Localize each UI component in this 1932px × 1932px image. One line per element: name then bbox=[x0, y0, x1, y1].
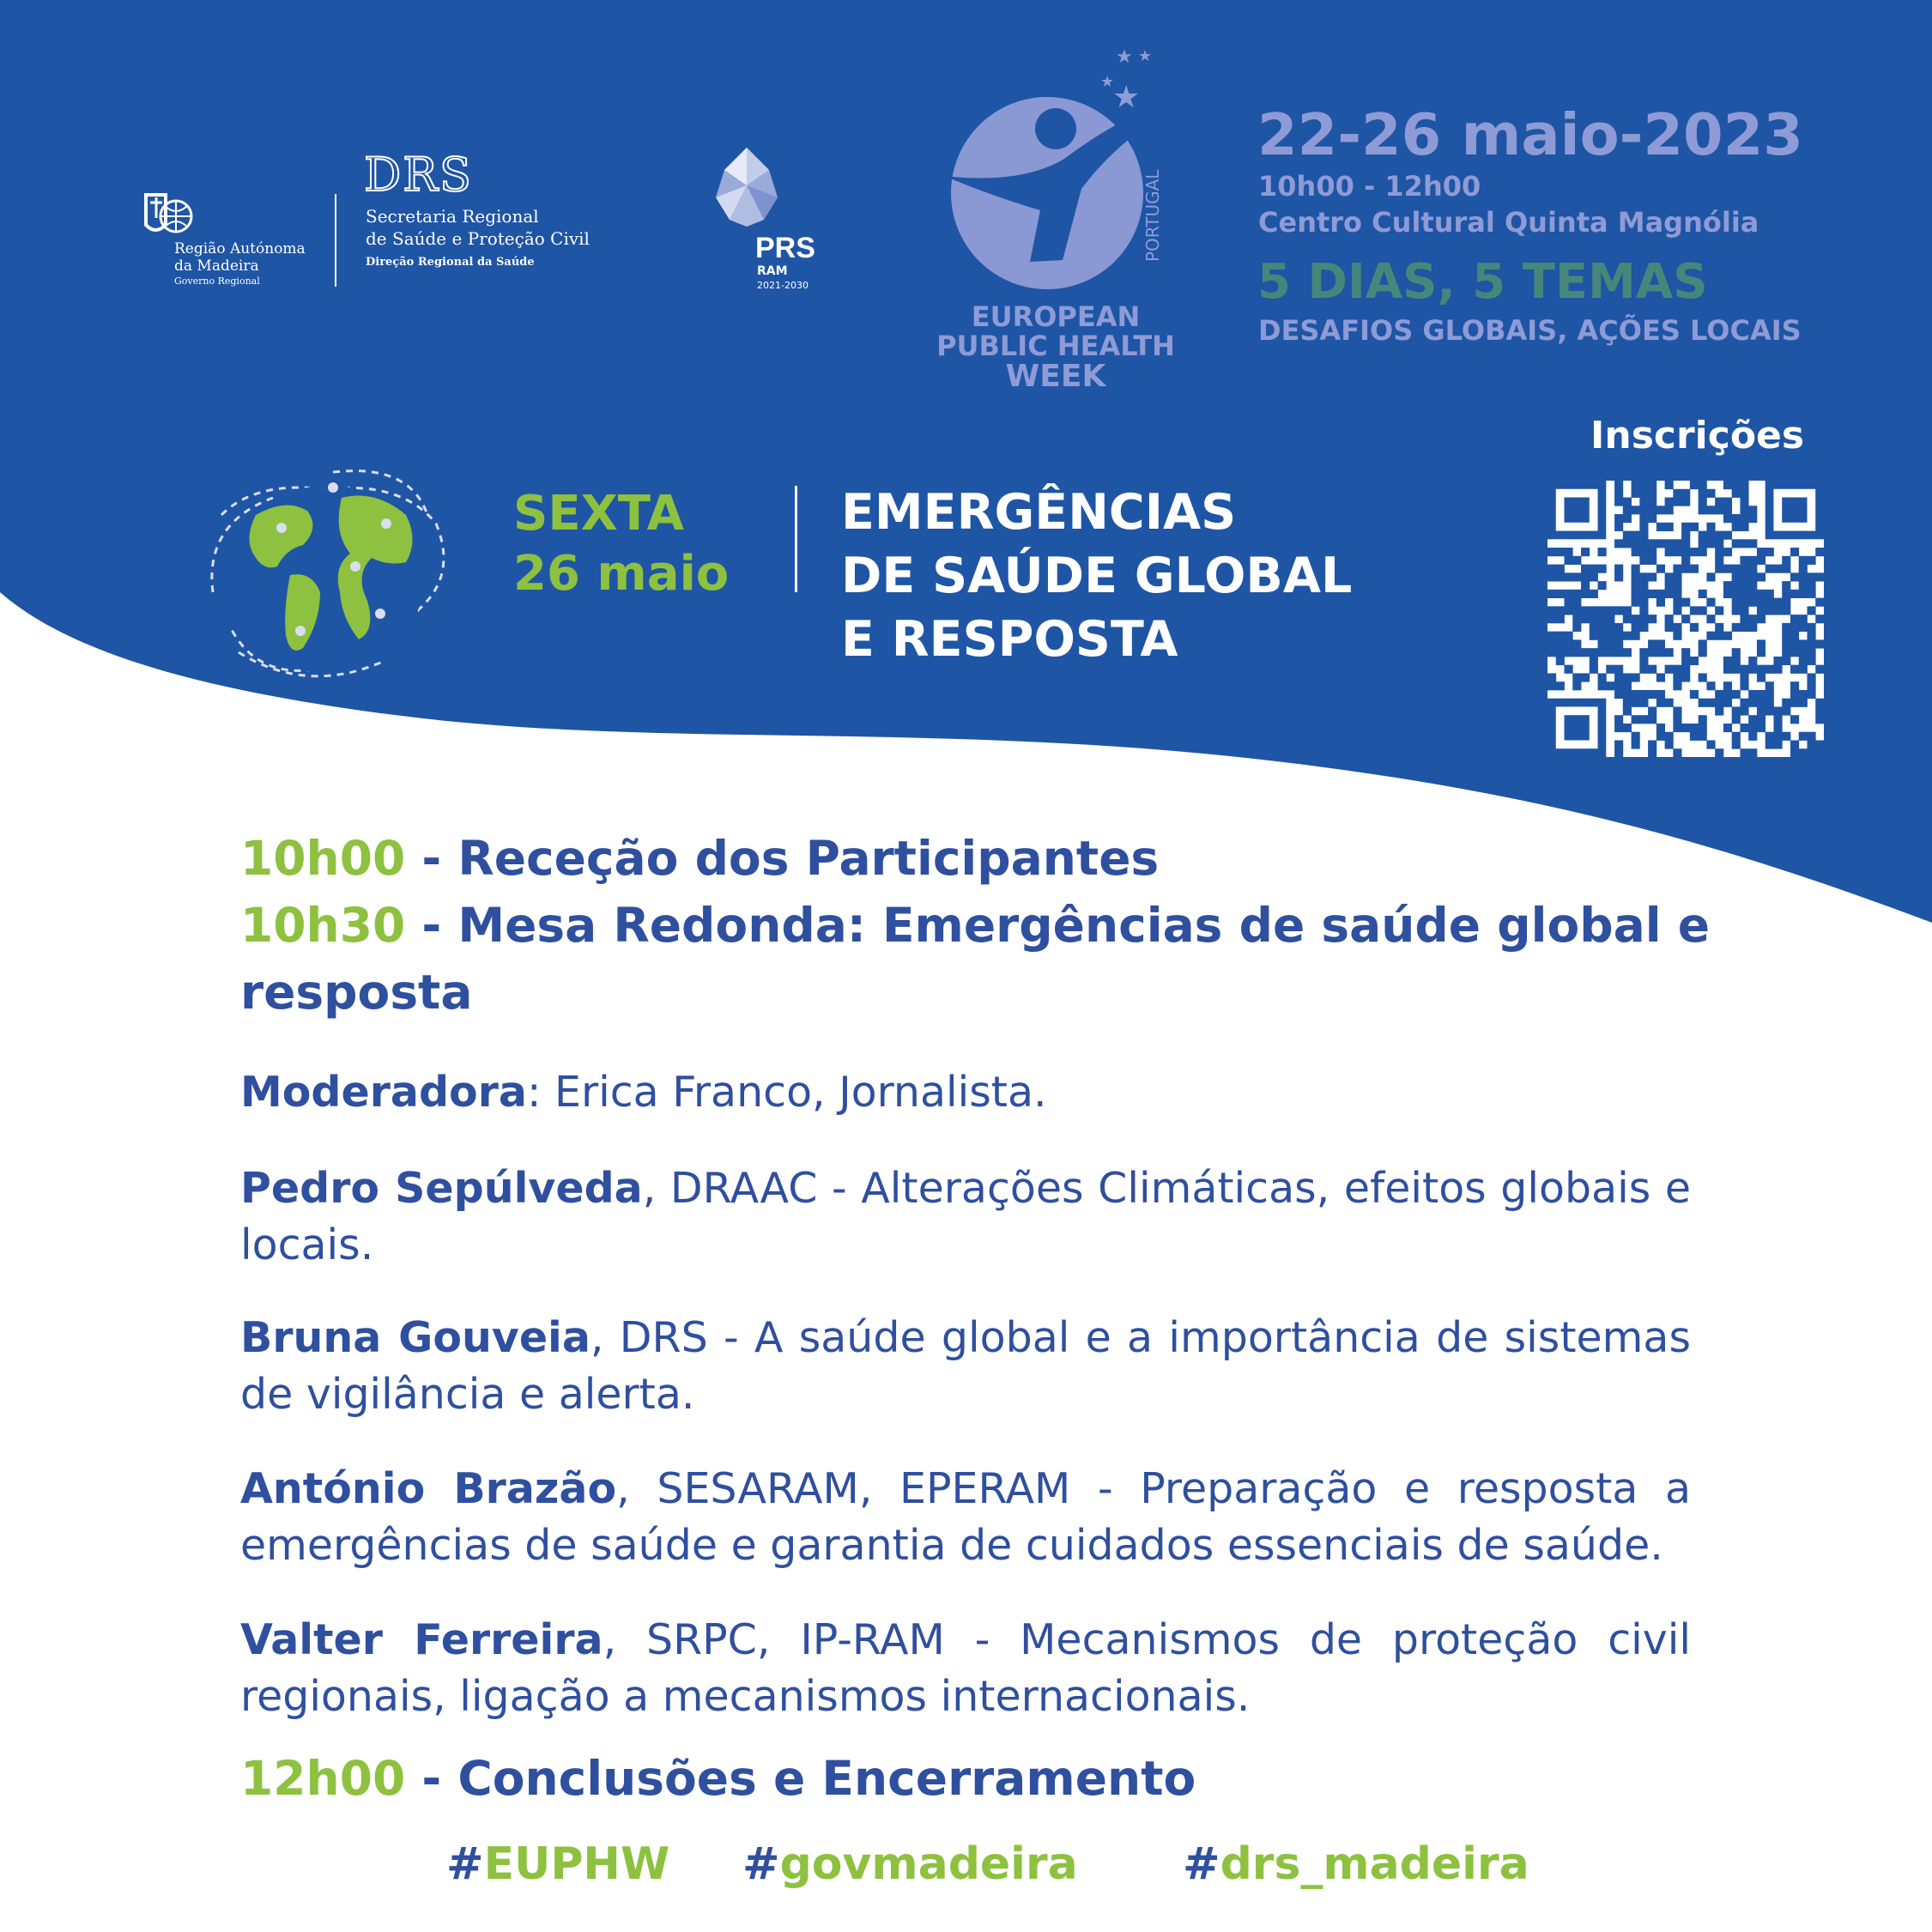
svg-text:★: ★ bbox=[1100, 73, 1115, 91]
drs-line2: de Saúde e Proteção Civil bbox=[366, 228, 590, 249]
day-weekday: SEXTA bbox=[513, 486, 684, 542]
ephw-line1: EUROPEAN bbox=[971, 300, 1141, 333]
madeira-line2: da Madeira bbox=[174, 257, 259, 275]
ephw-country: PORTUGAL bbox=[1142, 169, 1163, 262]
event-venue: Centro Cultural Quinta Magnólia bbox=[1258, 206, 1759, 239]
drs-acronym: DRS bbox=[364, 148, 473, 202]
svg-text:★: ★ bbox=[1112, 80, 1141, 115]
prs-logo bbox=[709, 148, 829, 294]
ephw-line3: WEEK bbox=[1005, 359, 1106, 394]
program-time: 10h00 bbox=[240, 831, 406, 886]
madeira-line1: Região Autónoma bbox=[174, 240, 306, 257]
hashtag-drs-madeira[interactable] bbox=[1183, 1838, 1529, 1890]
drs-logo bbox=[364, 148, 647, 285]
madeira-logo bbox=[142, 191, 322, 294]
drs-line1: Secretaria Regional bbox=[366, 206, 539, 227]
logo-divider bbox=[335, 194, 336, 287]
program-item-2 bbox=[240, 898, 1710, 953]
hashtag-symbol: # bbox=[446, 1838, 484, 1890]
globe-icon bbox=[204, 463, 453, 687]
theme-title-line2: DE SAÚDE GLOBAL bbox=[841, 548, 1353, 604]
speaker-name: Bruna Gouveia bbox=[240, 1313, 591, 1362]
program-time: 12h00 bbox=[240, 1751, 406, 1806]
speaker-text: , SRPC, IP-RAM - Mecanismos de proteção civil regionais, ligação a mecanismos internacionais. bbox=[240, 1615, 1691, 1721]
speaker-name: Pedro Sepúlveda bbox=[240, 1164, 643, 1213]
moderator bbox=[240, 1064, 1691, 1121]
ephw-logo bbox=[927, 47, 1184, 399]
program-item-2-cont: resposta bbox=[240, 965, 473, 1020]
drs-line3: Direção Regional da Saúde bbox=[366, 256, 535, 269]
program-title: - Conclusões e Encerramento bbox=[405, 1751, 1196, 1806]
prs-years: 2021-2030 bbox=[757, 280, 809, 291]
moderator-role: Moderadora bbox=[240, 1068, 527, 1117]
program-title: - Mesa Redonda: Emergências de saúde global e bbox=[405, 898, 1711, 953]
program-title: - Receção dos Participantes bbox=[405, 831, 1160, 886]
svg-text:★: ★ bbox=[1116, 47, 1133, 68]
program-time: 10h30 bbox=[240, 898, 406, 953]
event-themes: 5 DIAS, 5 TEMAS bbox=[1257, 254, 1708, 310]
moderator-text: : Erica Franco, Jornalista. bbox=[526, 1068, 1047, 1117]
hashtag-euphw[interactable] bbox=[446, 1838, 669, 1890]
ephw-figure-icon bbox=[927, 47, 1184, 305]
day-divider bbox=[795, 486, 797, 592]
theme-title-line1: EMERGÊNCIAS bbox=[841, 484, 1237, 541]
speaker-text: , SESARAM, EPERAM - Preparação e resposta a emergências de saúde e garantia de cuidados essenciais de saúde. bbox=[240, 1464, 1692, 1570]
hashtag-text: drs_madeira bbox=[1220, 1838, 1529, 1890]
registration-label: Inscrições bbox=[1590, 414, 1805, 457]
registration-qr-code[interactable] bbox=[1547, 481, 1824, 757]
event-hours: 10h00 - 12h00 bbox=[1258, 170, 1481, 203]
speaker-3 bbox=[240, 1461, 1691, 1574]
program-item-1 bbox=[240, 831, 1159, 886]
qr-code-icon bbox=[1547, 481, 1824, 757]
theme-title-line3: E RESPOSTA bbox=[841, 611, 1178, 668]
speaker-4 bbox=[240, 1612, 1691, 1725]
event-motto: DESAFIOS GLOBAIS, AÇÕES LOCAIS bbox=[1258, 314, 1802, 347]
speaker-2 bbox=[240, 1310, 1691, 1423]
speaker-name: Valter Ferreira bbox=[240, 1615, 603, 1664]
speaker-1 bbox=[240, 1160, 1691, 1274]
hashtag-govmadeira[interactable] bbox=[742, 1838, 1078, 1890]
svg-text:★: ★ bbox=[1138, 47, 1153, 65]
prs-crystal-icon bbox=[712, 148, 781, 227]
day-date: 26 maio bbox=[513, 546, 730, 602]
madeira-line3: Governo Regional bbox=[174, 276, 260, 287]
speaker-name: António Brazão bbox=[240, 1464, 617, 1513]
hashtag-symbol: # bbox=[1183, 1838, 1220, 1890]
speaker-text: , DRS - A saúde global e a importância de sistemas de vigilância e alerta. bbox=[240, 1313, 1691, 1419]
event-dates: 22-26 maio-2023 bbox=[1257, 101, 1803, 168]
prs-sub: RAM bbox=[757, 264, 788, 278]
hashtag-symbol: # bbox=[742, 1838, 780, 1890]
hashtag-text: govmadeira bbox=[779, 1838, 1078, 1890]
ephw-line2: PUBLIC HEALTH bbox=[936, 330, 1175, 362]
program-item-3 bbox=[240, 1751, 1196, 1806]
hashtag-text: EUPHW bbox=[483, 1838, 670, 1890]
speaker-text: , DRAAC - Alterações Climáticas, efeitos globais e locais. bbox=[240, 1164, 1691, 1269]
madeira-shield-icon bbox=[142, 191, 193, 242]
prs-name: PRS bbox=[755, 232, 815, 264]
